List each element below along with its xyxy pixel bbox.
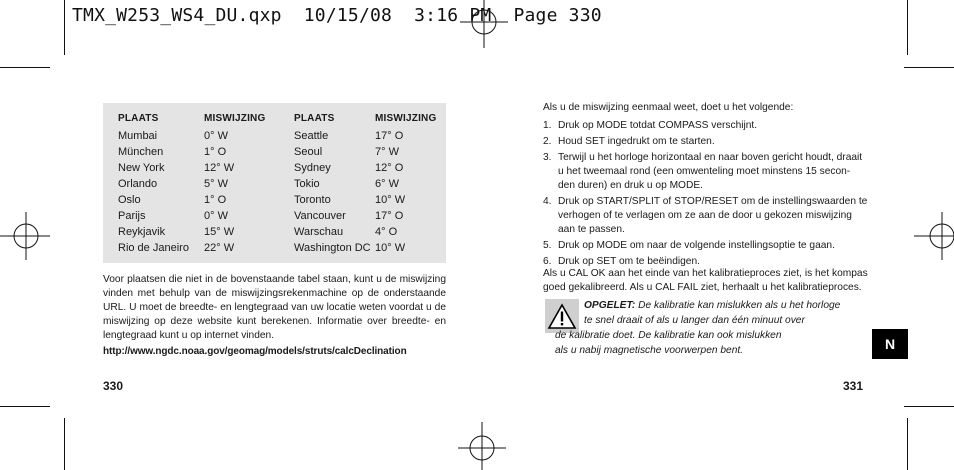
- paragraph-line: lengtegraad kunt u op internet vinden.: [103, 330, 275, 341]
- table-cell-place: Mumbai: [118, 130, 158, 142]
- step-text: verhogen of te verlagen om ze aan de door u gekozen miswijzing: [558, 210, 852, 221]
- paragraph-line: miswijzing op deze website kunt berekenen. Informatie over breedte- en: [103, 316, 446, 327]
- table-cell-declination: 0° W: [204, 130, 228, 142]
- table-cell-place: Oslo: [118, 194, 141, 206]
- table-cell-place: Tokio: [294, 178, 320, 190]
- step-number: 5.: [543, 240, 552, 251]
- step-text: Druk op SET om te beëindigen.: [558, 256, 700, 267]
- crop-mark: [0, 67, 50, 68]
- table-cell-declination: 10° W: [375, 242, 406, 254]
- step-text: Houd SET ingedrukt om te starten.: [558, 136, 715, 147]
- crop-mark: [904, 67, 954, 68]
- table-cell-declination: 5° W: [204, 178, 228, 190]
- step-text: aan te passen.: [558, 224, 625, 235]
- paragraph-line: vinden met behulp van de miswijzingsrekenmachine op de onderstaande: [103, 288, 446, 299]
- table-cell-declination: 15° W: [204, 226, 235, 238]
- warning-line: [584, 299, 840, 313]
- table-cell-declination: 22° W: [204, 242, 235, 254]
- crop-mark: [0, 406, 50, 407]
- step-text: Druk op START/SPLIT of STOP/RESET om de instellingswaarden te: [558, 196, 868, 207]
- table-cell-place: München: [118, 146, 164, 158]
- warning-line: als u nabij magnetische voorwerpen bent.: [555, 345, 744, 356]
- registration-mark-icon: [0, 210, 50, 262]
- paragraph-line: Voor plaatsen die niet in de bovenstaande tabel staan, kunt u de miswijzing: [103, 274, 446, 285]
- crop-mark: [64, 418, 65, 470]
- step-number: 3.: [543, 152, 552, 163]
- table-cell-declination: 6° W: [375, 178, 399, 190]
- table-cell-place: Warschau: [294, 226, 344, 238]
- step-number: 6.: [543, 256, 552, 267]
- table-cell-place: Orlando: [118, 178, 158, 190]
- step-text: den duren) en druk u op MODE.: [558, 180, 703, 191]
- step-text: Terwijl u het horloge horizontaal en naar boven gericht houdt, draait: [558, 152, 863, 163]
- step-text: Druk op MODE totdat COMPASS verschijnt.: [558, 120, 758, 131]
- table-cell-place: Rio de Janeiro: [118, 242, 189, 254]
- file-slug: TMX_W253_WS4_DU.qxp 10/15/08 3:16 PM Page 330: [72, 5, 602, 26]
- table-cell-place: Toronto: [294, 194, 331, 206]
- table-header-declination: MISWIJZING: [375, 113, 437, 124]
- warning-box: [545, 299, 579, 333]
- paragraph-line: URL. U moet de breedte- en lengtegraad van uw locatie weten voordat u de: [103, 302, 446, 313]
- crop-mark: [907, 0, 908, 55]
- closing-line: Als u CAL OK aan het einde van het kalibratieproces ziet, is het kompas: [543, 268, 868, 279]
- table-cell-declination: 17° O: [375, 130, 404, 142]
- crop-mark: [904, 406, 954, 407]
- warning-line: de kalibratie doet. De kalibratie kan ook mislukken: [555, 330, 782, 341]
- warning-label: OPGELET:: [584, 300, 636, 311]
- step-text: Druk op MODE om naar de volgende instellingsoptie te gaan.: [558, 240, 835, 251]
- table-cell-place: New York: [118, 162, 165, 174]
- table-cell-declination: 1° O: [204, 146, 227, 158]
- table-cell-declination: 1° O: [204, 194, 227, 206]
- table-cell-declination: 7° W: [375, 146, 399, 158]
- crop-mark: [64, 0, 65, 55]
- step-number: 2.: [543, 136, 552, 147]
- info-paragraph: [103, 273, 446, 343]
- step-number: 1.: [543, 120, 552, 131]
- table-cell-place: Washington DC: [294, 242, 371, 254]
- table-header-place: PLAATS: [294, 113, 335, 124]
- table-cell-place: Vancouver: [294, 210, 346, 222]
- registration-mark-icon: [904, 210, 954, 262]
- table-cell-declination: 12° O: [375, 162, 404, 174]
- table-cell-place: Reykjavik: [118, 226, 166, 238]
- table-cell-declination: 0° W: [204, 210, 228, 222]
- table-cell-place: Seoul: [294, 146, 323, 158]
- registration-mark-icon: [452, 420, 512, 470]
- step-number: 4.: [543, 196, 552, 207]
- table-cell-declination: 4° O: [375, 226, 398, 238]
- table-cell-declination: 10° W: [375, 194, 406, 206]
- declination-table: [103, 103, 446, 263]
- table-cell-declination: 17° O: [375, 210, 404, 222]
- declination-url: http://www.ngdc.noaa.gov/geomag/models/struts/calcDeclination: [103, 346, 407, 357]
- table-cell-declination: 12° W: [204, 162, 235, 174]
- page-number-right: 331: [843, 379, 864, 393]
- table-cell-place: Sydney: [294, 162, 331, 174]
- section-tab: N: [872, 329, 908, 359]
- page-number-left: 330: [103, 379, 124, 393]
- warning-triangle-icon: [545, 299, 579, 333]
- table-cell-place: Seattle: [294, 130, 329, 142]
- table-header-declination: MISWIJZING: [204, 113, 266, 124]
- warning-line-text: De kalibratie kan mislukken als u het horloge: [635, 300, 841, 311]
- table-cell-place: Parijs: [118, 210, 146, 222]
- crop-mark: [907, 418, 908, 470]
- table-header-place: PLAATS: [118, 113, 159, 124]
- step-text: u het tweemaal rond (een omwenteling moet minstens 15 secon-: [558, 166, 851, 177]
- warning-line: te snel draait of als u langer dan één minuut over: [584, 315, 805, 326]
- closing-line: goed gekalibreerd. Als u CAL FAIL ziet, herhaalt u het kalibratieproces.: [543, 282, 862, 293]
- intro-text: Als u de miswijzing eenmaal weet, doet u het volgende:: [543, 102, 794, 113]
